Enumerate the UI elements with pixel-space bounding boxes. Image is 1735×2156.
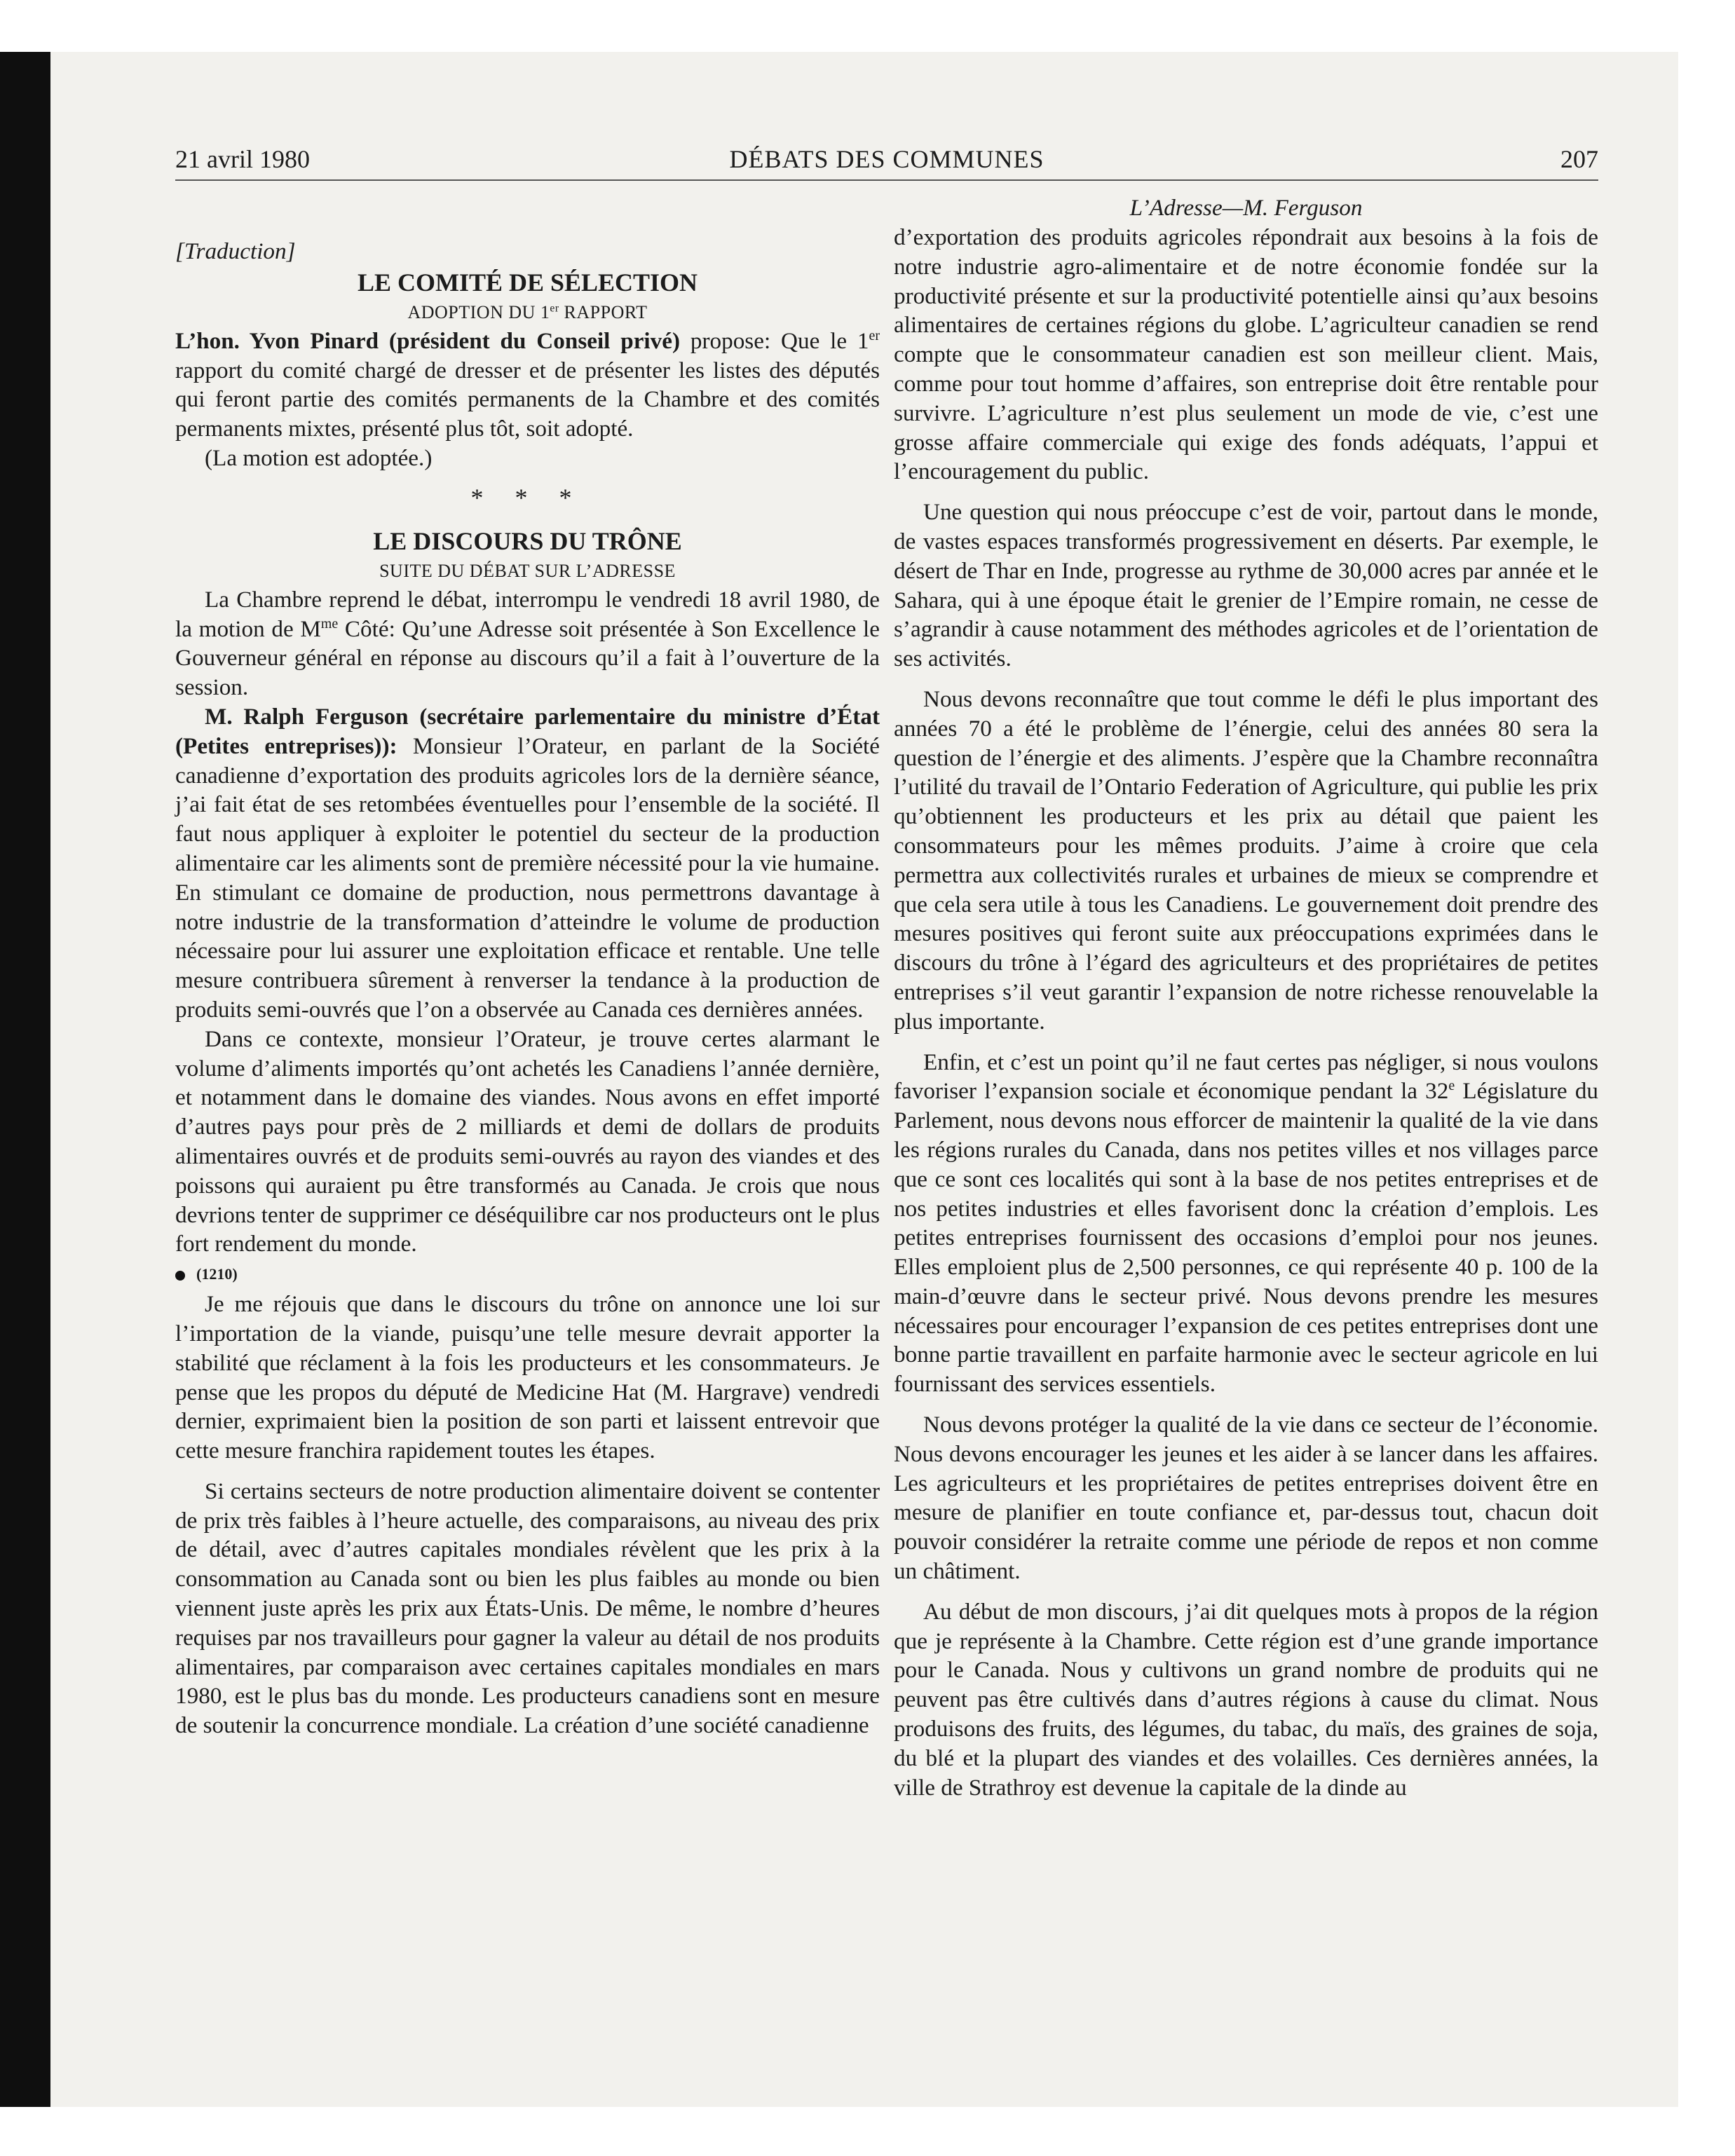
body-paragraph: Enfin, et c’est un point qu’il ne faut certes pas négliger, si nous voulons favoriser l’expansion sociale et économique pendant la 32e Législature du Parlement, nous devons nous efforcer de maintenir la qualité de la vie dans les régions rurales du Canada, dans nos petites villes et nos villages parce que ce sont ces localités qui sont à la base de nos petites entreprises et de nos petites industries et elles favorisent donc la création d’emplois. Les petites entreprises fournissent des occasions d’emploi pour nos jeunes. Elles emploient plus de 2,500 personnes, ce qui représente 40 p. 100 de la main-d’œuvre dans le secteur privé. Nous devons prendre les mesures nécessaires pour encourager l’expansion de ces petites entreprises dont une bonne partie travaillent en parfaite harmonie avec le secteur agricole en lui fournissant des services essentiels. [894, 1049, 1599, 1398]
page-number: 207 [1560, 145, 1598, 173]
right-column [894, 195, 1598, 1802]
motion-result: (La motion est adoptée.) [205, 444, 433, 471]
speaker-name: M. Ralph Ferguson (secrétaire parlementaire du ministre d’État (Petites entreprises)): [175, 703, 880, 759]
header-date: 21 avril 1980 [175, 145, 310, 173]
timestamp-text: (1210) [196, 1265, 238, 1283]
scan-edge-bar [0, 52, 50, 2107]
body-paragraph: Au début de mon discours, j’ai dit quelques mots à propos de la région que je représente à la Chambre. Cette région est d’une grande importance pour le Canada. Nous y cultivons un grand nombre de produits qui ne peuvent pas être cultivés dans d’autres régions à cause du climat. Nous produisons des fruits, des légumes, du tabac, du maïs, des graines de soja, du blé et la plupart des viandes et des volailles. Ces dernières années, la ville de Strathroy est devenue la capitale de la dinde au [894, 1598, 1598, 1801]
body-paragraph: Nous devons protéger la qualité de la vie dans ce secteur de l’économie. Nous devons encourager les jeunes et les aider à se lancer dans les affaires. Les agriculteurs et les propriétaires de petites entreprises doivent être en mesure de planifier en toute confiance et, par-dessus tout, chacun doit pouvoir considérer la retraite comme une période de repos et non comme un châtiment. [894, 1412, 1598, 1585]
bullet-icon [175, 1271, 185, 1281]
speaker-name: L’hon. Yvon Pinard (président du Conseil privé) [175, 327, 681, 354]
body-paragraph: d’exportation des produits agricoles répondrait aux besoins à la fois de notre industrie agro-alimentaire et de notre économie fondée sur la productivité présente et sur la productivité potentielle ainsi qu’aux besoins alimentaires de certaines régions du globe. L’agriculteur canadien se rend compte que le consommateur canadien est son meilleur client. Mais, comme pour tout homme d’affaires, son entreprise doit être rentable pour survivre. L’agriculture n’est plus seulement un mode de vie, c’est une grosse affaire commerciale qui exige des fonds adéquats, l’appui et l’encouragement du public. [894, 224, 1598, 485]
body-paragraph: Dans ce contexte, monsieur l’Orateur, je trouve certes alarmant le volume d’aliments importés qu’ont achetés les Canadiens l’année dernière, et notamment dans le domaine des viandes. Nous avons en effet importé d’autres pays pour près de 2 milliards et demi de dollars de produits alimentaires ouvrés et de produits semi-ouvrés au rayon des viandes et des poissons qui auraient pu être transformés au Canada. Je crois que nous devrions tenter de supprimer ce déséquilibre car nos producteurs ont le plus fort rendement du monde. [175, 1025, 880, 1257]
body-paragraph: Nous devons reconnaître que tout comme le défi le plus important des années 70 a été le problème de l’énergie, celui des années 80 sera la question de l’énergie et des aliments. J’espère que la Chambre reconnaîtra l’utilité du travail de l’Ontario Federation of Agriculture, qui publie les prix qu’obtiennent les producteurs et les prix au détail que paient les consommateurs pour les mêmes produits. J’aime à croire que cela permettra aux collectivités rurales et urbaines de mieux se comprendre et que cela sera utile à tous les Canadiens. Le gouvernement doit prendre des mesures positives qui feront suite aux préoccupations exprimées dans le discours du trône à l’égard des agriculteurs et des propriétaires de petites entreprises s’il veut garantir l’expansion de notre richesse renouvelable la plus importante. [894, 685, 1598, 1035]
body-paragraph: Je me réjouis que dans le discours du trône on annonce une loi sur l’importation de la viande, puisqu’une telle mesure devrait apporter la stabilité que réclament à la fois les producteurs et les consommateurs. Je pense que les propos du député de Medicine Hat (M. Hargrave) vendredi dernier, exprimaient bien la position de son parti et laissent entrevoir que cette mesure franchira rapidement toutes les étapes. [175, 1291, 880, 1464]
body-paragraph: Une question qui nous préoccupe c’est de voir, partout dans le monde, de vastes espaces transformés progressivement en déserts. Par exemple, le désert de Thar en Inde, progresse au rythme de 30,000 acres par année et le Sahara, qui à une époque était le grenier de l’Empire romain, ne cesse de s’agrandir à cause notamment des méthodes agricoles et de l’orientation de ses activités. [894, 499, 1598, 672]
translation-note: [Traduction] [175, 238, 296, 264]
paragraph-text: Monsieur l’Orateur, en parlant de la Société canadienne d’exportation des produits agricoles lors de la dernière séance, j’ai fait état de ses retombées éventuelles pour l’ensemble de la société. Il faut nous appliquer à exploiter le potentiel du secteur de la production alimentaire car les aliments sont de première nécessité pour la vie humaine. En stimulant ce domaine de production, nous permettrons davantage à notre industrie de la transformation d’atteindre le volume de production nécessaire pour lui assurer une exploitation efficace et rentable. Une telle mesure contribuera sûrement à renverser la tendance à la production de produits semi-ouvrés que l’on a observée au Canada ces dernières années. [175, 732, 880, 1023]
ferguson-paragraph [175, 702, 880, 1025]
section-subtitle-selection: ADOPTION DU 1er RAPPORT [407, 301, 648, 322]
motion-paragraph [175, 327, 880, 444]
running-header [175, 143, 1598, 181]
left-column [175, 195, 880, 1740]
section-separator: * * * [470, 483, 585, 512]
timestamp [175, 1259, 880, 1290]
debate-resume-paragraph: La Chambre reprend le débat, interrompu le vendredi 18 avril 1980, de la motion de $M^{me}$ Côté: Qu’une Adresse soit présentée à Son Excellence le Gouverneur général en réponse au discours qu’il a fait à l’ouverture de la session. [175, 586, 880, 701]
body-paragraph: Si certains secteurs de notre production alimentaire doivent se contenter de prix très faibles à l’heure actuelle, des comparaisons, au niveau des prix de détail, avec d’autres capitales mondiales révèlent que les prix à la consommation au Canada sont ou bien les plus faibles au monde ou bien viennent juste après les prix aux États-Unis. De même, le nombre d’heures requises par nos travailleurs pour gagner la valeur au détail de nos produits alimentaires, par comparaison avec certaines capitales mondiales en mars 1980, est le plus bas du monde. Les producteurs canadiens sont en mesure de soutenir la concurrence mondiale. La création d’une société canadienne [175, 1478, 880, 1739]
header-title: DÉBATS DES COMMUNES [729, 145, 1045, 173]
section-title-throne: LE DISCOURS DU TRÔNE [373, 526, 682, 555]
section-subtitle-throne: SUITE DU DÉBAT SUR L’ADRESSE [379, 560, 676, 581]
section-title-selection: LE COMITÉ DE SÉLECTION [357, 268, 698, 296]
column-heading: L’Adresse—M. Ferguson [1129, 195, 1363, 221]
motion-text: propose: Que le 1er rapport du comité chargé de dresser et de présenter les listes des députés qui feront partie des comités permanents de la Chambre et des comités permanents mixtes, présenté plus tôt, soit adopté. [175, 327, 880, 442]
